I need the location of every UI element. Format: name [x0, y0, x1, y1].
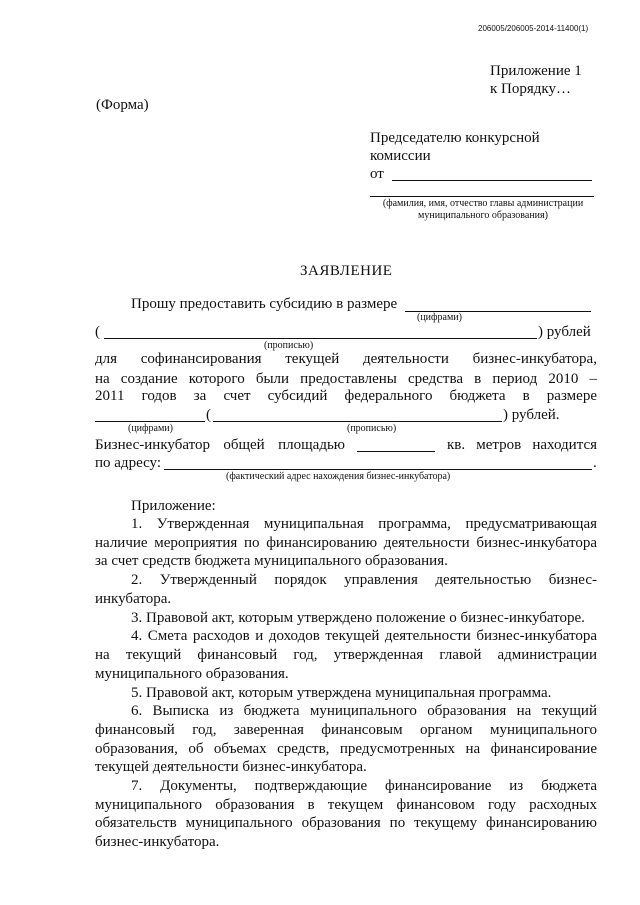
words-caption: (прописью) — [264, 340, 314, 351]
years-word: 2011 — [95, 388, 125, 404]
form-label: (Форма) — [96, 97, 149, 113]
years-word: бюджета — [449, 388, 506, 404]
purpose-word: бизнес-инкубатора, — [472, 351, 597, 367]
area-input-line[interactable] — [357, 451, 435, 452]
appendix-item: 6. Выписка из бюджета муниципального образования на текущий финансовый год, заверенная финансовым органом муниципального образования, об объемах средств, предусмотренных на финансирование текущей деятельности бизнес-инкубатора. — [95, 703, 597, 776]
appendix-item: 2. Утвержденный порядок управления деятельностью бизнес-инкубатора. — [95, 572, 597, 607]
years-line — [95, 388, 597, 407]
federal-amount-words-line[interactable] — [213, 421, 502, 422]
digits-caption-2: (цифрами) — [128, 423, 173, 434]
address-lead: по адресу: — [95, 455, 162, 471]
years-word: размере — [546, 388, 597, 404]
years-word: счет — [223, 388, 251, 404]
appendix-reference-line2: к Порядку… — [490, 81, 571, 97]
appendix-item: 3. Правовой акт, которым утверждено положение о бизнес-инкубаторе. — [131, 609, 585, 626]
address-caption: (фактический адрес нахождения бизнес-инкубатора) — [226, 471, 451, 482]
appendix-reference-line1: Приложение 1 — [490, 63, 582, 79]
fio-caption-line1: (фамилия, имя, отчество главы администрации — [382, 198, 584, 209]
from-input-line[interactable] — [392, 180, 592, 181]
words-caption-2: (прописью) — [347, 423, 397, 434]
area-word: находится — [532, 437, 597, 453]
area-word: Бизнес-инкубатор — [95, 437, 210, 453]
purpose-word: софинансирования — [140, 351, 262, 367]
appendix-item: 5. Правовой акт, которым утверждена муниципальная программа. — [131, 684, 552, 701]
years-word: за — [193, 388, 207, 404]
area-word: площадью — [278, 437, 345, 453]
years-word: годов — [141, 388, 177, 404]
years-word: федерального — [344, 388, 433, 404]
appendix-item: 4. Смета расходов и доходов текущей деятельности бизнес-инкубатора на текущий финансовый год, утвержденная главой администрации муниципального образования. — [95, 628, 597, 682]
amount-words-open-paren: ( — [95, 324, 100, 340]
created-line: на создание которого были предоставлены средства в период 2010 – — [95, 371, 597, 387]
area-word: метров — [476, 437, 522, 453]
document-id: 206005/206005-2014-11400(1) — [478, 24, 589, 33]
years-word: субсидий — [267, 388, 328, 404]
amount-words-line[interactable] — [104, 338, 537, 339]
address-input-line[interactable] — [164, 469, 592, 470]
from-input-line-2[interactable] — [370, 196, 594, 197]
purpose-word: деятельности — [362, 351, 449, 367]
purpose-line — [95, 351, 597, 370]
addressee-from: от — [370, 166, 384, 182]
appendix-item: 7. Документы, подтверждающие финансирование из бюджета муниципального образования в текущем финансовом году расходных обязательств муниципального образования по текущему финансированию бизнес-инкубатора. — [95, 778, 597, 850]
area-line — [95, 436, 597, 455]
federal-open-paren: ( — [206, 407, 211, 423]
page-title: ЗАЯВЛЕНИЕ — [300, 263, 393, 279]
purpose-word: для — [95, 351, 118, 367]
area-word: кв. — [447, 437, 466, 453]
appendix-list — [95, 515, 597, 852]
address-end: . — [593, 455, 597, 471]
federal-close: ) рублей. — [503, 407, 560, 423]
years-word: в — [522, 388, 530, 404]
amount-words-close: ) рублей — [538, 324, 591, 340]
addressee-line2: комиссии — [370, 148, 431, 164]
appendix-item: 1. Утвержденная муниципальная программа, предусматривающая наличие мероприятия по финансированию деятельности бизнес-инкубатора за счет средств бюджета муниципального образования. — [95, 516, 597, 570]
fio-caption-line2: муниципального образования) — [418, 210, 548, 221]
purpose-word: текущей — [285, 351, 340, 367]
area-word: общей — [223, 437, 265, 453]
federal-amount-digits-line[interactable] — [95, 421, 205, 422]
addressee-line1: Председателю конкурсной — [370, 130, 540, 146]
request-lead: Прошу предоставить субсидию в размере — [131, 296, 398, 312]
appendix-heading: Приложение: — [131, 498, 216, 514]
digits-caption: (цифрами) — [417, 312, 462, 323]
